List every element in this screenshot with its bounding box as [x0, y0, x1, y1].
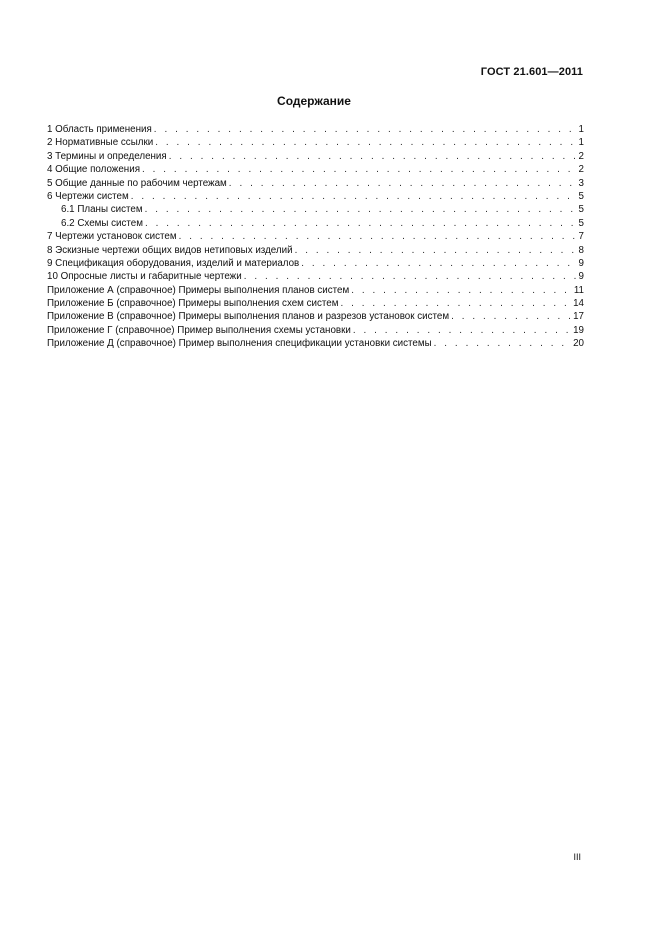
toc-entry-label: 6.2 Схемы систем: [61, 217, 143, 229]
toc-appendix-entry[interactable]: [47, 324, 584, 337]
toc-appendix-entry[interactable]: [47, 310, 584, 323]
toc-entry-label: 6 Чертежи систем: [47, 190, 129, 202]
toc-entry-label: 6.1 Планы систем: [61, 204, 143, 216]
toc-entry-page: 5: [578, 204, 584, 216]
toc-entry[interactable]: [47, 163, 584, 176]
toc-entry-page: 1: [578, 137, 584, 149]
toc-leader-dots: [340, 297, 571, 310]
toc-entry-page: 9: [578, 271, 584, 283]
toc-entry-page: 11: [573, 284, 584, 296]
toc-leader-dots: [244, 270, 577, 283]
toc-entry[interactable]: [47, 190, 584, 203]
toc-leader-dots: [131, 190, 577, 203]
toc-leader-dots: [353, 324, 571, 337]
toc-entry-page: 14: [573, 298, 584, 310]
toc-entry[interactable]: [47, 136, 584, 149]
toc-entry-label: 8 Эскизные чертежи общих видов нетиповых изделий: [47, 244, 293, 256]
toc-entry-page: 5: [578, 190, 584, 202]
toc-entry-label: 10 Опросные листы и габаритные чертежи: [47, 271, 242, 283]
toc-entry-label: Приложение Д (справочное) Пример выполнения спецификации установки системы: [47, 338, 432, 350]
toc-entry-page: 20: [573, 338, 584, 350]
toc-appendix-entry[interactable]: [47, 284, 584, 297]
toc-entry-label: 7 Чертежи установок систем: [47, 231, 177, 243]
toc-leader-dots: [295, 244, 577, 257]
toc-entry-label: Приложение А (справочное) Примеры выполнения планов систем: [47, 284, 350, 296]
toc-entry[interactable]: [47, 177, 584, 190]
toc-leader-dots: [154, 123, 577, 136]
toc-entry-label: Приложение Б (справочное) Примеры выполнения схем систем: [47, 298, 339, 310]
toc-entry-label: 4 Общие положения: [47, 164, 140, 176]
toc-entry-label: 1 Область применения: [47, 124, 152, 135]
toc-leader-dots: [434, 337, 571, 350]
toc-entry-page: 8: [578, 244, 584, 256]
toc-entry-page: 17: [573, 311, 584, 323]
toc-leader-dots: [155, 136, 576, 149]
toc-entry-page: 1: [578, 124, 584, 135]
toc-entry-label: 5 Общие данные по рабочим чертежам: [47, 177, 227, 189]
toc-leader-dots: [351, 284, 572, 297]
toc-entry[interactable]: [47, 123, 584, 136]
toc-subentry[interactable]: [47, 203, 584, 216]
toc-title: Содержание: [277, 94, 351, 108]
toc-entry[interactable]: [47, 257, 584, 270]
toc-leader-dots: [169, 150, 577, 163]
toc-entry[interactable]: [47, 270, 584, 283]
toc-leader-dots: [145, 217, 577, 230]
toc-leader-dots: [145, 203, 577, 216]
toc-entry-label: 3 Термины и определения: [47, 150, 167, 162]
toc-subentry[interactable]: [47, 217, 584, 230]
toc-appendix-entry[interactable]: [47, 337, 584, 350]
toc-entry-page: 2: [578, 164, 584, 176]
toc-entry[interactable]: [47, 244, 584, 257]
toc-appendix-entry[interactable]: [47, 297, 584, 310]
toc-entry[interactable]: [47, 150, 584, 163]
toc-leader-dots: [301, 257, 576, 270]
toc-entry-page: 2: [578, 150, 584, 162]
toc-leader-dots: [179, 230, 577, 243]
table-of-contents: [47, 123, 584, 351]
page-number: III: [573, 852, 581, 862]
toc-entry-page: 3: [578, 177, 584, 189]
toc-entry-page: 7: [578, 231, 584, 243]
toc-entry-label: Приложение В (справочное) Примеры выполнения планов и разрезов установок систем: [47, 311, 450, 323]
toc-leader-dots: [229, 177, 577, 190]
toc-entry-page: 5: [578, 217, 584, 229]
toc-entry-page: 19: [573, 324, 584, 336]
toc-entry[interactable]: [47, 230, 584, 243]
standard-number: ГОСТ 21.601—2011: [480, 66, 583, 78]
toc-entry-label: Приложение Г (справочное) Пример выполнения схемы установки: [47, 324, 351, 336]
toc-entry-page: 9: [578, 257, 584, 269]
toc-leader-dots: [451, 310, 571, 323]
toc-entry-label: 9 Спецификация оборудования, изделий и материалов: [47, 257, 300, 269]
toc-leader-dots: [142, 163, 577, 176]
toc-entry-label: 2 Нормативные ссылки: [47, 137, 154, 149]
